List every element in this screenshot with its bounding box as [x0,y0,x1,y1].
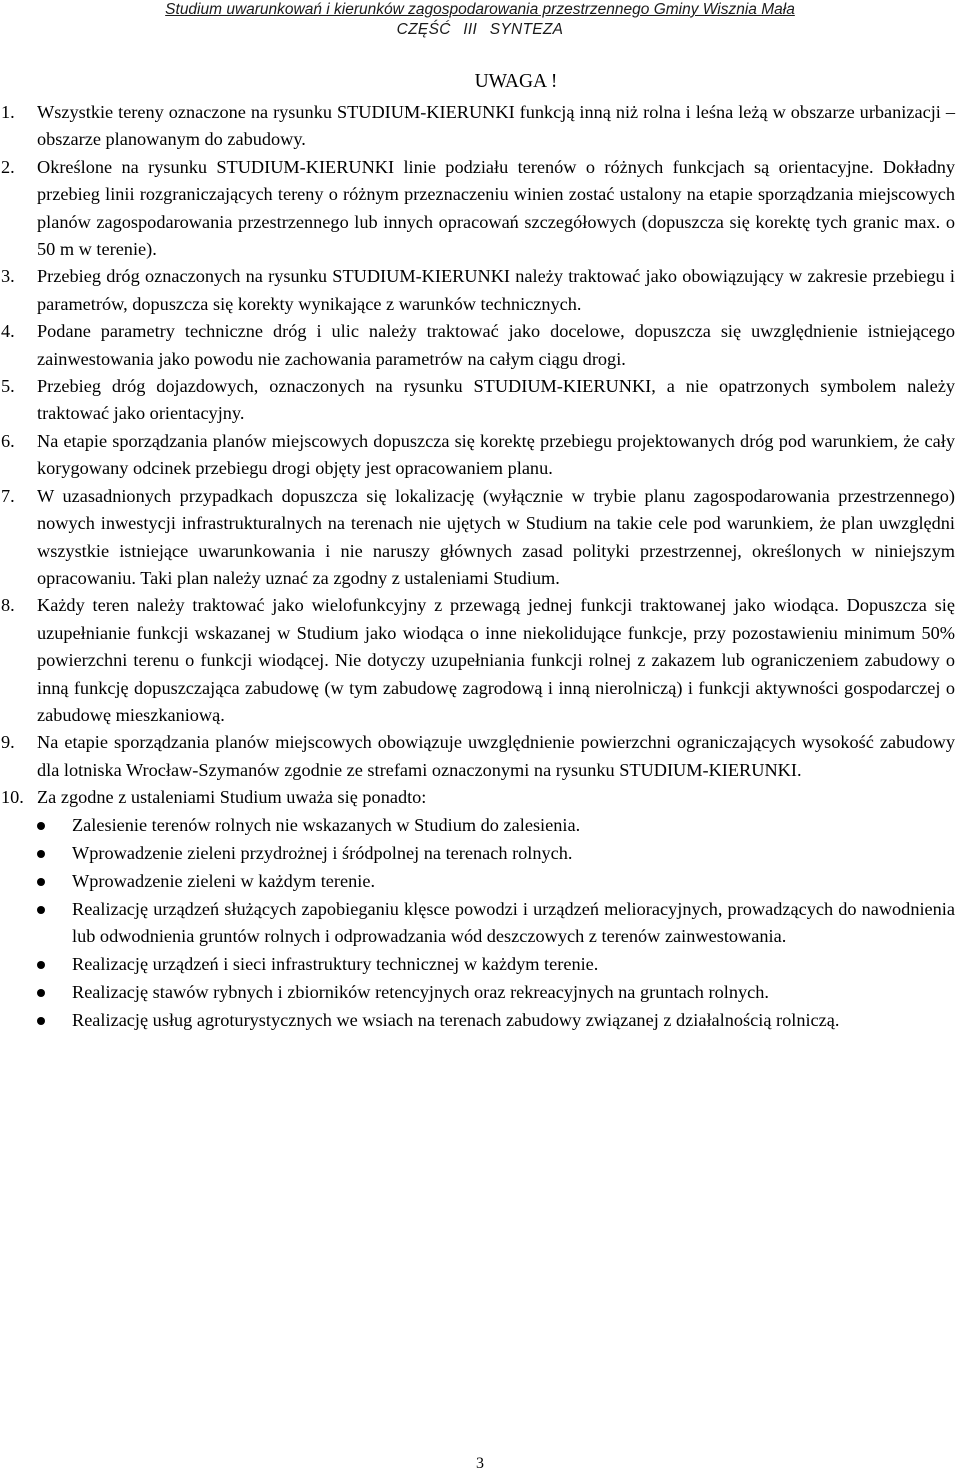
bullet-item [37,979,955,1006]
note-number: 9. [1,732,15,753]
bullet-icon [37,961,45,969]
note-number: 6. [1,430,15,451]
document-title: Studium uwarunkowań i kierunków zagospodarowania przestrzennego Gminy Wisznia Mała [165,1,795,18]
note-item [1,483,955,593]
bullet-text: Realizację urządzeń służących zapobieganiu klęsce powodzi i urządzeń melioracyjnych, prowadzących do nawodnienia lub odwodnienia gruntów rolnych i odprowadzania wód deszczowych z terenów zainwestowania. [72,898,955,946]
note-text: Określone na rysunku STUDIUM-KIERUNKI linie podziału terenów o różnych funkcjach są orientacyjne. Dokładny przebieg linii rozgraniczających tereny o różnym przeznaczeniu winien zostać ustalony na etapie sporządzania miejscowych planów zagospodarowania przestrzennego lub innych opracowań szczegółowych (dopuszcza się korektę tych granic max. o 50 m w terenie). [37,156,955,260]
bullet-icon [37,850,45,858]
bullet-item [37,868,955,895]
page-header [0,0,960,40]
bullet-text: Wprowadzenie zieleni w każdym terenie. [72,870,376,891]
note-number: 4. [1,321,15,342]
note-text: Za zgodne z ustaleniami Studium uważa się ponadto: [37,787,427,808]
bullet-item [37,840,955,867]
page-number-text: 3 [476,1455,484,1472]
bullet-item [37,951,955,978]
note-number: 3. [1,266,15,287]
note-text: Na etapie sporządzania planów miejscowych obowiązuje uwzględnienie powierzchni ograniczających wysokość zabudowy dla lotniska Wrocław-Szymanów zgodnie ze strefami oznaczonymi na rysunku STUDIUM-KIERUNKI. [37,732,955,780]
page-number [0,1455,960,1473]
notice-heading: UWAGA ! [474,71,558,92]
document-part: CZĘŚĆ III SYNTEZA [396,21,564,38]
note-number: 5. [1,376,15,397]
notes-list [1,99,955,812]
bullet-list [37,812,955,1035]
note-text: Wszystkie tereny oznaczone na rysunku STUDIUM-KIERUNKI funkcją inną niż rolna i leśna leżą w obszarze urbanizacji – obszarze planowanym do zabudowy. [37,102,955,150]
note-number: 10. [1,787,24,808]
bullet-text: Realizację urządzeń i sieci infrastruktury technicznej w każdym terenie. [72,953,599,974]
bullet-icon [37,906,45,914]
bullet-icon [37,989,45,997]
note-number: 1. [1,102,15,122]
bullet-text: Realizację stawów rybnych i zbiorników retencyjnych oraz rekreacyjnych na gruntach rolnych. [72,981,769,1002]
document-body [1,64,955,1035]
note-number: 2. [1,156,15,177]
bullet-text: Zalesienie terenów rolnych nie wskazanych w Studium do zalesienia. [72,814,581,835]
bullet-item [37,1007,955,1034]
bullet-item [37,896,955,951]
note-text: Podane parametry techniczne dróg i ulic należy traktować jako docelowe, dopuszcza się uwzględnienie istniejącego zainwestowania jako powodu nie zachowania parametrów na całym ciągu drogi. [37,321,955,369]
note-text: Przebieg dróg dojazdowych, oznaczonych na rysunku STUDIUM-KIERUNKI, a nie opatrzonych symbolem należy traktować jako orientacyjny. [37,376,955,424]
note-item [1,784,955,811]
note-text: W uzasadnionych przypadkach dopuszcza się lokalizację (wyłącznie w trybie planu zagospodarowania przestrzennego) nowych inwestycji infrastrukturalnych na terenach nie ujętych w Studium na takie cele pod warunkiem, że plan uwzględni wszystkie istniejące uwarunkowania i nie naruszy głównych zasad polityki przestrzennej, określonych w niniejszym opracowaniu. Taki plan należy uznać za zgodny z ustaleniami Studium. [37,485,955,588]
note-number: 7. [1,485,15,506]
note-item [1,729,955,784]
bullet-icon [37,878,45,886]
note-text: Przebieg dróg oznaczonych na rysunku STUDIUM-KIERUNKI należy traktować jako obowiązujący w zakresie przebiegu i parametrów, dopuszcza się korekty wynikające z warunków technicznych. [37,266,955,314]
bullet-text: Realizację usług agroturystycznych we wsiach na terenach zabudowy związanej z działalnością rolniczą. [72,1009,840,1030]
note-item [1,154,955,264]
bullet-icon [37,1017,45,1025]
note-text: Każdy teren należy traktować jako wielofunkcyjny z przewagą jednej funkcji traktowanej jako wiodąca. Dopuszcza się uzupełnianie funkcji wskazanej w Studium jako wiodąca o inne niekolidujące funkcje, przy pozostawieniu minimum 50% powierzchni terenu o funkcji wiodącej. Nie dotyczy uzupełniania funkcji rolnej z zakazem lub ograniczeniem zabudowy o inną funkcję dopuszczająca zabudowę (w tym zabudowę zagrodową i inną nierolniczą) i funkcji aktywności gospodarczej o zabudowę mieszkaniową. [37,595,955,725]
bullet-text: Wprowadzenie zieleni przydrożnej i śródpolnej na terenach rolnych. [72,842,573,863]
bullet-item [37,812,955,839]
note-item [1,318,955,373]
note-item [1,592,955,729]
bullet-icon [37,822,45,830]
note-number: 8. [1,595,15,616]
note-item [1,373,955,428]
note-text: Na etapie sporządzania planów miejscowych dopuszcza się korektę przebiegu projektowanych dróg pod warunkiem, że cały korygowany odcinek przebiegu drogi objęty jest opracowaniem planu. [37,430,955,479]
note-item [1,428,955,483]
note-item [1,99,955,154]
note-item [1,263,955,318]
